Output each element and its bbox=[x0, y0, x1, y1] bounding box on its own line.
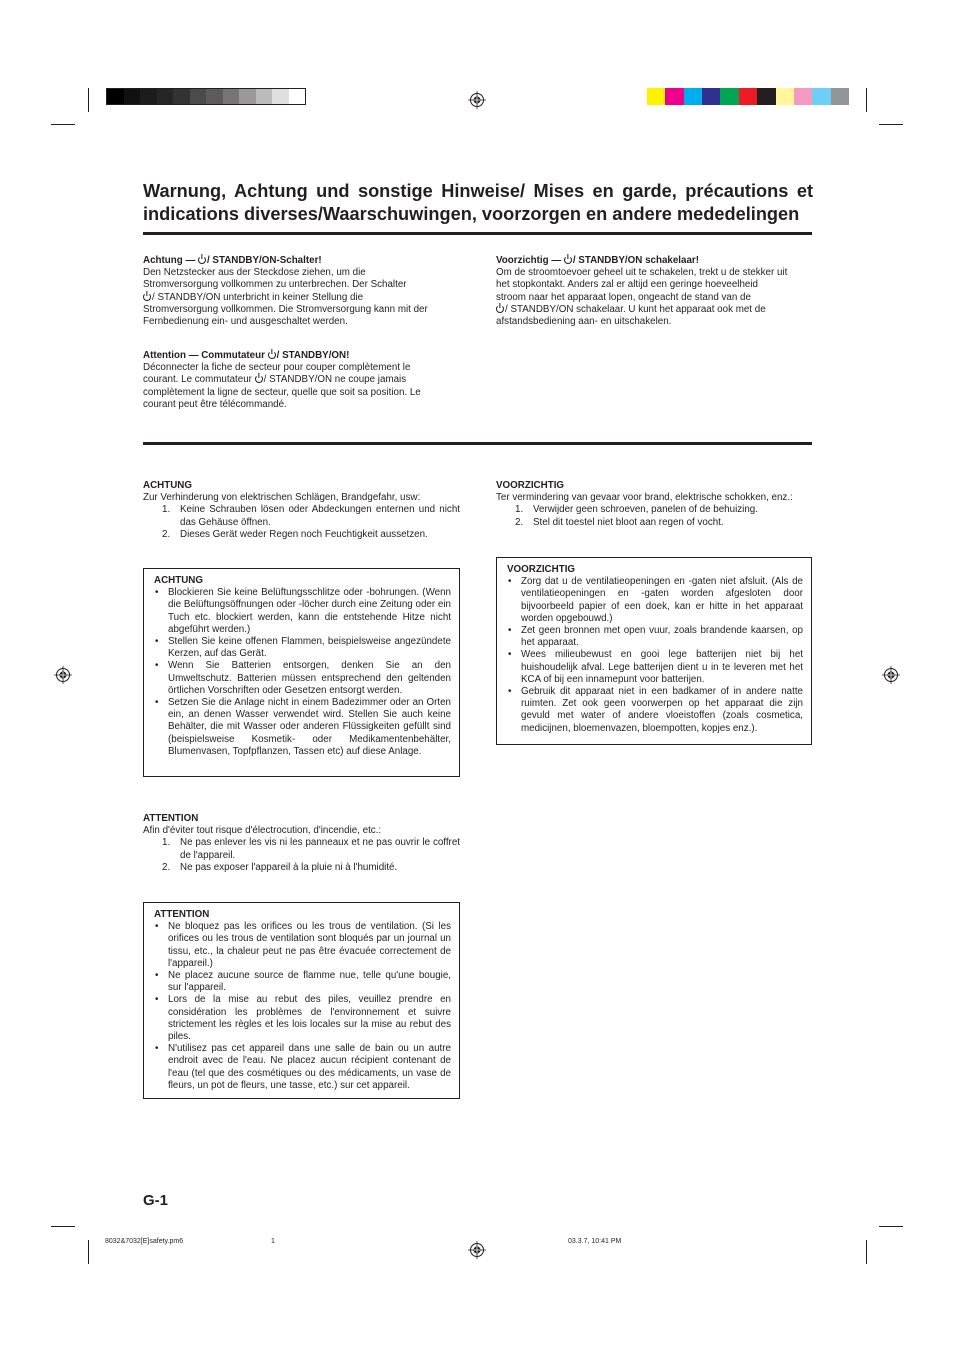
color-swatch bbox=[289, 89, 306, 104]
crop-mark bbox=[866, 1240, 867, 1264]
text-line: Déconnecter la fiche de secteur pour couper complètement le bbox=[143, 362, 411, 374]
caution-box-nl bbox=[496, 557, 812, 745]
warning-intro: Ter vermindering van gevaar voor brand, elektrische schokken, enz.: bbox=[496, 492, 793, 504]
color-swatch bbox=[812, 88, 830, 105]
standby-heading-nl: Voorzichtig — / STANDBY/ON schakelaar! bbox=[496, 255, 699, 266]
box-heading: VOORZICHTIG bbox=[507, 564, 576, 575]
color-bar bbox=[647, 88, 849, 105]
caution-box-fr bbox=[143, 902, 460, 1099]
color-swatch bbox=[720, 88, 738, 105]
list-item: • Ne bloquez pas les orifices ou les trous de ventilation. (Si les orifices ou les trous de ventilation sont bloqués par un journal un tissu, etc., la chaleur peut ne pas être évacuée correctement de l'appareil.) bbox=[154, 921, 451, 970]
text-line: afstandsbediening aan- en uitschakelen. bbox=[496, 316, 672, 328]
page-number: G-1 bbox=[143, 1192, 169, 1209]
text-line: complètement la ligne de secteur, quelle que soit sa position. Le bbox=[143, 386, 421, 398]
list-item: • Gebruik dit apparaat niet in een badkamer of in andere natte ruimten. Zet ook geen voorwerpen op het apparaat die zijn gevuld met water of andere vloeistoffen (zoals cosmetica, medicijnen, bloemenvazen, bloempotten, kopjes enz.). bbox=[507, 686, 803, 735]
power-icon bbox=[496, 305, 504, 313]
text-line: Den Netzstecker aus der Steckdose ziehen, um die bbox=[143, 267, 366, 279]
section-rule bbox=[143, 442, 812, 445]
color-swatch bbox=[776, 88, 794, 105]
list-item: 2. Ne pas exposer l'appareil à la pluie ni à l'humidité. bbox=[162, 861, 398, 873]
color-swatch bbox=[124, 89, 141, 104]
list-item: • Ne placez aucune source de flamme nue, telle qu'une bougie, sur l'appareil. bbox=[154, 970, 451, 994]
warning-nl bbox=[496, 480, 814, 529]
standby-heading-fr: Attention — Commutateur / STANDBY/ON! bbox=[143, 350, 350, 361]
color-swatch bbox=[206, 89, 223, 104]
power-icon bbox=[198, 256, 206, 264]
registration-mark-icon bbox=[468, 1241, 486, 1259]
warning-heading: VOORZICHTIG bbox=[496, 480, 565, 491]
color-swatch bbox=[140, 89, 157, 104]
footer-date: 03.3.7, 10:41 PM bbox=[568, 1238, 622, 1245]
title-rule bbox=[143, 232, 812, 235]
color-swatch bbox=[702, 88, 720, 105]
standby-notice-de bbox=[143, 255, 463, 328]
list-item: 1. Verwijder geen schroeven, panelen of de behuizing. bbox=[515, 504, 758, 516]
list-item: • Setzen Sie die Anlage nicht in einem Badezimmer oder an Orten ein, an denen Wasser verwendet wird. Stellen Sie auch keine Behälter, die mit Wasser oder anderen Flüssigkeiten gefüllt sind (beispielsweise Kosmetik- oder Medikamentenbehälter, Blumenvasen, Topfpflanzen, Tassen etc) auf diese Anlage. bbox=[154, 697, 451, 758]
color-swatch bbox=[647, 88, 665, 105]
color-swatch bbox=[684, 88, 702, 105]
color-swatch bbox=[107, 89, 124, 104]
registration-mark-icon bbox=[882, 666, 900, 684]
caution-box-de bbox=[143, 568, 460, 777]
power-icon bbox=[255, 375, 263, 383]
registration-mark-icon bbox=[468, 91, 486, 109]
text-line: stroom naar het apparaat lopen, ongeacht de stand van de bbox=[496, 291, 751, 303]
list-item: • Zet geen bronnen met open vuur, zoals brandende kaarsen, op het apparaat. bbox=[507, 625, 803, 649]
text-line: Stromversorgung vollkommen. Die Stromversorgung kann mit der bbox=[143, 303, 428, 315]
text-line: courant peut être télécommandé. bbox=[143, 398, 287, 410]
power-icon bbox=[268, 351, 276, 359]
color-swatch bbox=[157, 89, 174, 104]
crop-mark bbox=[88, 1240, 89, 1264]
color-swatch bbox=[173, 89, 190, 104]
list-item: • Lors de la mise au rebut des piles, veuillez prendre en considération les problèmes de l'environnement et suivre strictement les règles et les lois locales sur la mise au rebut des piles. bbox=[154, 994, 451, 1043]
text-line: Fernbedienung ein- und ausgeschaltet werden. bbox=[143, 316, 348, 328]
color-swatch bbox=[256, 89, 273, 104]
color-swatch bbox=[665, 88, 683, 105]
list-item: 1. Keine Schrauben lösen oder Abdeckungen enternen und nicht das Gehäuse öffnen. bbox=[162, 504, 460, 528]
footer-filename: 8032&7032[E]safety.pm6 bbox=[105, 1238, 184, 1245]
warning-de bbox=[143, 480, 460, 541]
warning-intro: Zur Verhinderung von elektrischen Schlägen, Brandgefahr, usw: bbox=[143, 492, 421, 504]
color-swatch bbox=[794, 88, 812, 105]
list-item: 1. Ne pas enlever les vis ni les panneaux et ne pas ouvrir le coffret de l'appareil. bbox=[162, 837, 460, 861]
power-icon bbox=[564, 256, 572, 264]
text-line: / STANDBY/ON unterbricht in keiner Stellung die bbox=[143, 292, 463, 304]
list-item: 2. Dieses Gerät weder Regen noch Feuchtigkeit aussetzen. bbox=[162, 528, 428, 540]
standby-heading-de: Achtung — / STANDBY/ON-Schalter! bbox=[143, 255, 322, 266]
text-line: het stopkontakt. Anders zal er altijd een geringe hoeveelheid bbox=[496, 279, 758, 291]
warning-heading: ATTENTION bbox=[143, 813, 199, 824]
list-item: • Wees milieubewust en gooi lege batterijen niet bij het huishoudelijk afval. Lege batterijen dient u in te leveren met het KCA of bij een innamepunt voor batterijen. bbox=[507, 649, 803, 686]
color-swatch bbox=[223, 89, 240, 104]
crop-mark bbox=[879, 124, 903, 125]
warning-fr bbox=[143, 813, 460, 874]
crop-mark bbox=[866, 88, 867, 112]
warning-heading: ACHTUNG bbox=[143, 480, 192, 491]
text-line: courant. Le commutateur / STANDBY/ON ne coupe jamais bbox=[143, 374, 407, 386]
list-item: • N'utilisez pas cet appareil dans une salle de bain ou un autre endroit avec de l'eau. Ne placez aucun récipient contenant de l'eau (tel que des cosmétiques ou des médicaments, un vase de fleurs, un pot de fleurs, une tasse, etc.) sur cet appareil. bbox=[154, 1043, 451, 1092]
list-item: • Wenn Sie Batterien entsorgen, denken Sie an den Umweltschutz. Batterien müssen entsprechend den geltenden örtlichen Vorschriften oder Gesetzen entsorgt werden. bbox=[154, 660, 451, 697]
color-swatch bbox=[739, 88, 757, 105]
list-item: • Stellen Sie keine offenen Flammen, beispielsweise angezündete Kerzen, auf das Gerät. bbox=[154, 636, 451, 660]
color-swatch bbox=[190, 89, 207, 104]
text-line: Stromversorgung vollkommen zu unterbrechen. Der Schalter bbox=[143, 279, 407, 291]
standby-notice-nl bbox=[496, 255, 816, 328]
warning-intro: Afin d'éviter tout risque d'électrocution, d'incendie, etc.: bbox=[143, 825, 382, 837]
list-item: 2. Stel dit toestel niet bloot aan regen of vocht. bbox=[515, 516, 724, 528]
standby-notice-fr bbox=[143, 350, 463, 411]
box-heading: ATTENTION bbox=[154, 909, 210, 920]
text-line: Om de stroomtoevoer geheel uit te schakelen, trekt u de stekker uit bbox=[496, 267, 788, 279]
box-heading: ACHTUNG bbox=[154, 575, 203, 586]
color-swatch bbox=[272, 89, 289, 104]
crop-mark bbox=[879, 1226, 903, 1227]
registration-mark-icon bbox=[54, 666, 72, 684]
text-line: / STANDBY/ON schakelaar. U kunt het apparaat ook met de bbox=[496, 304, 816, 316]
power-icon bbox=[143, 293, 151, 301]
grayscale-bar bbox=[106, 88, 306, 105]
list-item: • Zorg dat u de ventilatieopeningen en -gaten niet afsluit. (Als de ventilatieopeningen en -gaten worden afgesloten door bijvoorbeeld papier of een doek, kan er hitte in het apparaat worden opgebouwd.) bbox=[507, 576, 803, 625]
crop-mark bbox=[51, 1226, 75, 1227]
color-swatch bbox=[831, 88, 849, 105]
crop-mark bbox=[51, 124, 75, 125]
crop-mark bbox=[88, 88, 89, 112]
color-swatch bbox=[757, 88, 775, 105]
color-swatch bbox=[239, 89, 256, 104]
list-item: • Blockieren Sie keine Belüftungsschlitze oder -bohrungen. (Wenn die Belüftungsöffnungen oder -löcher durch eine Zeitung oder ein Tuch etc. blockiert werden, kann die entstehende Hitze nicht abgeführt werden.) bbox=[154, 587, 451, 636]
page-title: Warnung, Achtung und sonstige Hinweise/ Mises en garde, précautions et indications diverses/Waarschuwingen, voorzorgen en andere mededelingen bbox=[143, 181, 813, 224]
footer-page: 1 bbox=[271, 1238, 275, 1245]
